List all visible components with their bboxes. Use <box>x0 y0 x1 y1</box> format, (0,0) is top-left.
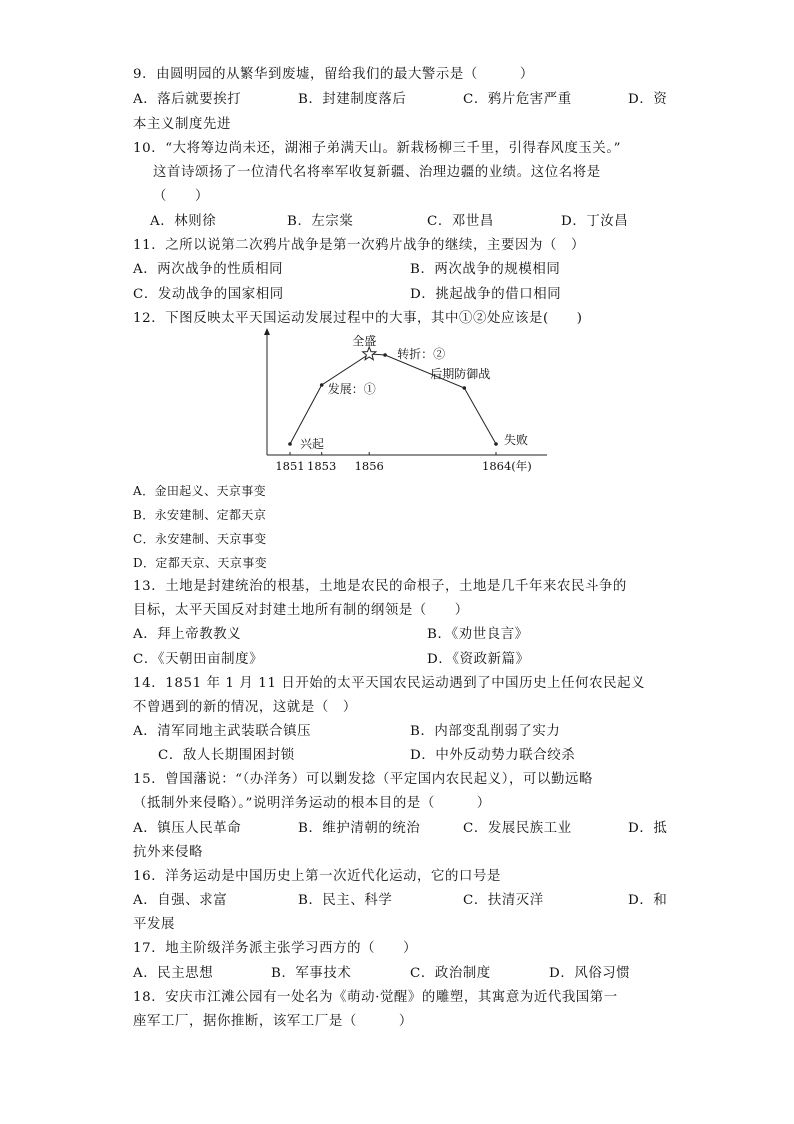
q16-option-c: C．扶清灭洋 <box>463 893 544 908</box>
q16-option-d: D．和 <box>628 893 668 908</box>
q10-option-a: A．林则徐 <box>150 214 217 229</box>
q16-option-a: A．自强、求富 <box>133 893 228 908</box>
x-tick-label: 1851 <box>275 459 305 473</box>
q14-stem-line2: 不曾遇到的新的情况，这就是（ ） <box>133 700 357 715</box>
q13-stem-line2: 目标，太平天国反对封建土地所有制的纲领是（ ） <box>133 603 469 618</box>
data-points <box>288 333 528 451</box>
q13-option-c: C．《天朝田亩制度》 <box>133 652 264 667</box>
x-tick-label: 1853 <box>307 459 337 473</box>
q17-stem: 17．地主阶级洋务派主张学习西方的（ ） <box>133 941 418 956</box>
q17-option-d: D．风俗习惯 <box>549 966 631 981</box>
data-point <box>383 353 387 357</box>
q16-option-d-cont: 平发展 <box>133 917 175 932</box>
q15-option-a: A．镇压人民革命 <box>133 821 242 836</box>
q10-stem: 10．“大将筹边尚未还，湖湘子弟满天山。新栽杨柳三千里，引得春风度玉关。” <box>133 141 622 156</box>
q10-option-c: C．邓世昌 <box>427 214 494 229</box>
q10-option-b: B．左宗棠 <box>287 214 354 229</box>
q11-option-b: B．两次战争的规模相同 <box>410 262 561 277</box>
q9-option-d: D．资 <box>628 92 668 107</box>
q12-option-b: B．永安建制、定都天京 <box>133 508 267 522</box>
point-label: 转折：② <box>397 347 446 361</box>
point-label: 后期防御战 <box>430 367 491 381</box>
q18-stem-line2: 座军工厂，据你推断，该军工厂是（ ） <box>133 1014 413 1029</box>
data-point <box>288 442 292 446</box>
q11-option-d: D．挑起战争的借口相同 <box>410 287 562 302</box>
q18-stem: 18．安庆市江滩公园有一处名为《萌动·觉醒》的雕塑，其寓意为近代我国第一 <box>133 990 618 1005</box>
point-label: 全盛 <box>352 334 377 348</box>
q17-option-b: B．军事技术 <box>271 966 352 981</box>
q15-option-c: C．发展民族工业 <box>463 821 572 836</box>
y-axis-arrow <box>264 328 270 335</box>
q11-option-c: C．发动战争的国家相同 <box>133 287 284 302</box>
q17-option-c: C．政治制度 <box>410 966 491 981</box>
q10-option-d: D．丁汝昌 <box>561 214 629 229</box>
q14-stem: 14．1851 年 1 月 11 日开始的太平天国农民运动遇到了中国历史上任何农民起义 <box>133 676 646 691</box>
q12-option-c: C．永安建制、天京事变 <box>133 532 267 546</box>
q12-option-d: D．定都天京、天京事变 <box>133 556 268 570</box>
data-point <box>494 442 498 446</box>
q9-stem: 9．由圆明园的从繁华到废墟，留给我们的最大警示是（ ） <box>133 67 534 82</box>
data-point <box>463 386 467 390</box>
point-label: 发展：① <box>327 382 376 396</box>
x-tick-labels <box>275 459 531 473</box>
x-tick-label: 1856 <box>354 459 384 473</box>
q10-stem-line3: （ ） <box>153 189 209 204</box>
q15-stem: 15．曾国藩说：“（办洋务）可以剿发捻（平定国内农民起义），可以勤远略 <box>133 772 593 787</box>
q11-option-a: A．两次战争的性质相同 <box>133 262 284 277</box>
point-label: 失败 <box>504 433 529 447</box>
q14-option-b: B．内部变乱削弱了实力 <box>410 724 561 739</box>
q15-option-d-cont: 抗外来侵略 <box>133 845 203 860</box>
q9-option-b: B．封建制度落后 <box>298 92 407 107</box>
q11-stem: 11．之所以说第二次鸦片战争是第一次鸦片战争的继续，主要因为（ ） <box>133 238 585 253</box>
q14-option-d: D．中外反动势力联合绞杀 <box>410 748 576 763</box>
q16-stem: 16．洋务运动是中国历史上第一次近代化运动，它的口号是 <box>133 869 502 884</box>
data-point <box>320 383 324 387</box>
peak-star-marker <box>363 347 376 360</box>
taiping-timeline-chart <box>255 328 555 476</box>
x-tick-label: 1864(年) <box>482 459 532 473</box>
q13-stem: 13．土地是封建统治的根基，土地是农民的命根子，土地是几千年来农民斗争的 <box>133 579 627 594</box>
q14-option-c: C．敌人长期围困封锁 <box>158 748 295 763</box>
q15-option-b: B．维护清朝的统治 <box>298 821 421 836</box>
q16-option-b: B．民主、科学 <box>298 893 393 908</box>
q9-option-d-cont: 本主义制度先进 <box>133 117 231 132</box>
q9-option-a: A．落后就要挨打 <box>133 92 242 107</box>
q10-stem-line2: 这首诗颂扬了一位清代名将率军收复新疆、治理边疆的业绩。这位名将是 <box>153 165 601 180</box>
point-label: 兴起 <box>300 437 325 451</box>
q13-option-d: D．《资政新篇》 <box>427 652 530 667</box>
q13-option-a: A．拜上帝教教义 <box>133 627 242 642</box>
q9-option-c: C．鸦片危害严重 <box>463 92 572 107</box>
q13-option-b: B．《劝世良言》 <box>427 627 529 642</box>
q17-option-a: A．民主思想 <box>133 966 214 981</box>
q12-stem: 12．下图反映太平天国运动发展过程中的大事，其中①②处应该是( ) <box>133 311 583 326</box>
q12-option-a: A．金田起义、天京事变 <box>133 484 267 498</box>
q14-option-a: A．清军同地主武装联合镇压 <box>133 724 312 739</box>
q15-option-d: D．抵 <box>628 821 668 836</box>
q15-stem-line2: （抵制外来侵略）。”说明洋务运动的根本目的是（ ） <box>133 796 491 811</box>
